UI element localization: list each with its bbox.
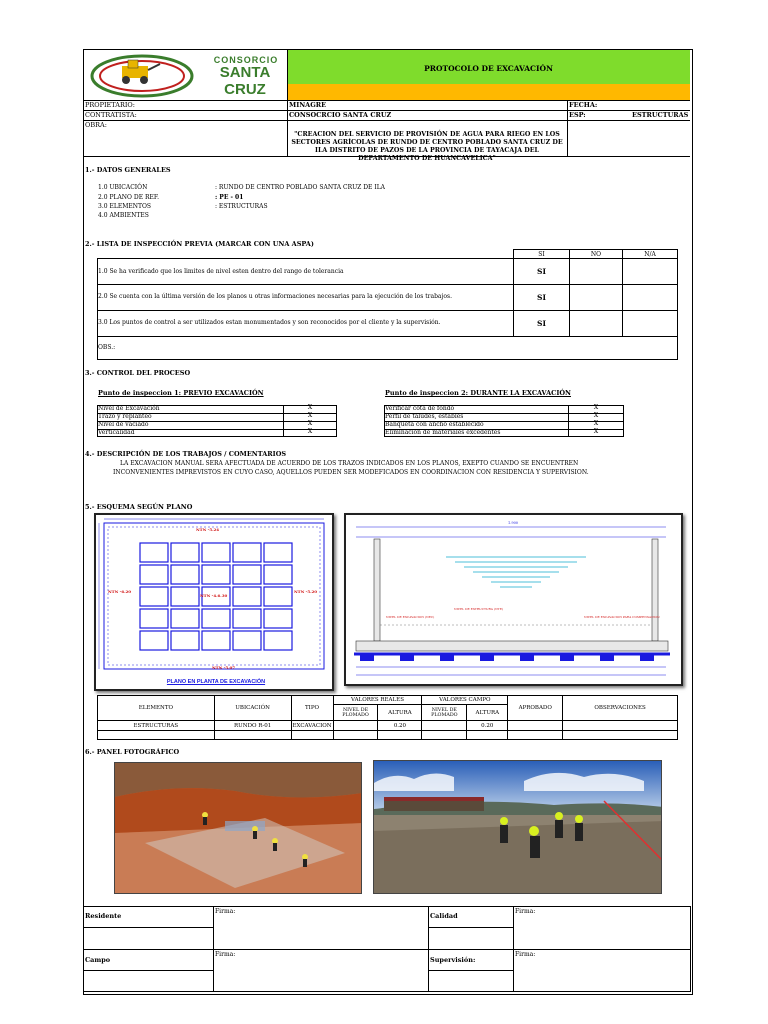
- p1-item-3-mark[interactable]: X: [307, 420, 313, 427]
- th-elemento: ELEMENTO: [98, 696, 215, 721]
- s1-row-4-label: 4.0 AMBIENTES: [98, 212, 149, 219]
- col-no-label: NO: [590, 251, 602, 258]
- s1-row-3-label: 3.0 ELEMENTOS: [98, 203, 151, 210]
- plan-cell: [264, 565, 292, 584]
- logo-top-text: CONSORCIO: [213, 55, 279, 65]
- section-1-title: 1.- DATOS GENERALES: [85, 166, 171, 174]
- s1-row-2-label: 2.0 PLANO DE REF.: [98, 194, 160, 201]
- section-label-c: NIVEL DE EXCAVACION PARA COMPENSACION: [584, 615, 660, 619]
- info-vrule-1: [287, 100, 288, 156]
- excavation-plan-drawing: [94, 513, 334, 691]
- photo-2-svg: [374, 761, 662, 894]
- section-label-top: 1.900: [508, 521, 519, 525]
- col-na-label: N/A: [644, 251, 656, 258]
- esp-label: ESP:: [569, 111, 586, 119]
- th-aprobado: APROBADO: [508, 696, 563, 721]
- inspection-item-2: 2.0 Se cuenta con la última versión de los planos u otras informaciones necesarias para la ejecución de los trabajos.: [98, 293, 452, 300]
- p2-item-3-mark[interactable]: X: [593, 420, 599, 427]
- info-vrule-2: [567, 100, 568, 156]
- section-6-title: 6.- PANEL FOTOGRÁFICO: [85, 748, 180, 756]
- plan-cell: [233, 587, 261, 606]
- insp-rule-3: [97, 336, 678, 337]
- p1-item-2-mark[interactable]: X: [307, 412, 313, 419]
- photo-excavation-site: [114, 762, 362, 894]
- s1-row-2-value: : PE - 01: [215, 194, 244, 201]
- plan-cell: [264, 587, 292, 606]
- plan-caption: PLANO EN PLANTA DE EXCAVACIÓN: [166, 679, 266, 685]
- footing-block: [400, 653, 414, 661]
- footing-block: [360, 653, 374, 661]
- insp-vrule-3: [622, 258, 623, 336]
- cell-tipo: EXCAVACION: [292, 722, 332, 729]
- propietario-value: MINAGRE: [289, 101, 327, 109]
- sig-rule-3: [83, 949, 691, 950]
- campo-firma-field[interactable]: Firma:: [215, 951, 236, 958]
- insp-rule-2: [97, 310, 678, 311]
- plan-cell: [171, 543, 199, 562]
- inspection-item-1: 1.0 Se ha verificado que los limites de nivel esten dentro del rango de tolerancia: [98, 268, 344, 275]
- plan-cell: [140, 631, 168, 650]
- section-label-b: NIVEL DE EXCAVACION (NEC): [386, 615, 435, 619]
- p1-item-1-mark[interactable]: X: [307, 404, 313, 411]
- th-observaciones: OBSERVACIONES: [563, 696, 678, 721]
- p1-item-4: Verticalidad: [98, 429, 135, 436]
- photo-workers-excavating: [373, 760, 662, 894]
- calidad-label: Calidad: [430, 912, 458, 920]
- calidad-firma-field[interactable]: Firma:: [515, 908, 536, 915]
- sig-rule-2: [428, 927, 513, 928]
- p2-item-2: Perfil de taludes, estables: [385, 413, 464, 420]
- p2-item-4-mark[interactable]: X: [593, 428, 599, 435]
- contratista-label: CONTRATISTA:: [85, 111, 137, 119]
- description-line-2: INCONVENIENTES IMPREVISTOS EN CUYO CASO, AQUELLOS PUEDEN SER MODEFICADOS EN COORDINACION CON RESIDENCIA Y SUPERVISION.: [113, 469, 589, 476]
- obs-label: OBS.:: [98, 344, 116, 351]
- th-ubicacion: UBICACIÓN: [214, 696, 291, 721]
- header-orange-band: [287, 84, 690, 100]
- plan-cell: [202, 609, 230, 628]
- table-row-empty: [98, 731, 678, 740]
- footing-block: [640, 653, 654, 661]
- s1-row-1-label: 1.0 UBICACIÓN: [98, 184, 148, 191]
- col-si-label: SI: [538, 251, 545, 258]
- section-2-title: 2.- LISTA DE INSPECCIÓN PREVIA (MARCAR CON UNA ASPA): [85, 240, 314, 248]
- inspection-item-3: 3.0 Los puntos de control a ser utilizados estan monumentados y son reconocidos por el cliente y la supervisión.: [98, 319, 441, 326]
- plan-cell: [233, 631, 261, 650]
- p2-item-1: Verificar cota de fondo: [385, 405, 455, 412]
- cell-altura-campo: 0.20: [467, 721, 508, 731]
- footing-block: [560, 653, 574, 661]
- info-rule-3: [84, 120, 690, 121]
- plan-cell: [140, 543, 168, 562]
- table-row: [98, 721, 678, 731]
- footing-block: [440, 653, 454, 661]
- sig-rule-4: [83, 970, 213, 971]
- plan-label-right: NTN -5.20: [294, 589, 318, 594]
- residente-firma-field[interactable]: Firma:: [215, 908, 236, 915]
- inspection-item-2-si[interactable]: SI: [537, 293, 546, 302]
- obra-label: OBRA:: [85, 121, 107, 129]
- plan-cell: [233, 543, 261, 562]
- cell-nivel-campo: [422, 721, 467, 731]
- plan-svg: [96, 515, 332, 689]
- footing-block: [600, 653, 614, 661]
- inspection-point-1-title: Punto de inspeccion 1: PREVIO EXCAVACIÓN: [98, 389, 264, 397]
- cell-aprobado: [508, 721, 563, 731]
- cell-elemento: ESTRUCTURAS: [98, 721, 215, 731]
- contratista-value: CONSOCRCIO SANTA CRUZ: [289, 111, 392, 119]
- page-title: PROTOCOLO DE EXCAVACIÓN: [424, 64, 553, 73]
- plan-cell: [202, 565, 230, 584]
- plan-cell: [171, 631, 199, 650]
- s1-row-1-value: : RUNDO DE CENTRO POBLADO SANTA CRUZ DE ILA: [215, 184, 386, 191]
- values-table: [97, 695, 678, 740]
- section-5-title: 5.- ESQUEMA SEGÚN PLANO: [85, 503, 193, 511]
- plan-label-bottom: NTN -5.07: [212, 665, 236, 670]
- plan-cell: [140, 609, 168, 628]
- plan-cell: [264, 631, 292, 650]
- s1-row-3-value: : ESTRUCTURAS: [215, 203, 268, 210]
- plan-cell: [233, 565, 261, 584]
- excavation-section-drawing: [344, 513, 683, 686]
- section-label-a: NIVEL DE ESTRUCTURA (NTE): [454, 607, 504, 611]
- section-svg: [346, 515, 681, 684]
- plan-cell: [202, 543, 230, 562]
- th-altura-campo: ALTURA: [467, 705, 508, 721]
- section-3-title: 3.- CONTROL DEL PROCESO: [85, 369, 191, 377]
- sig-rule-5: [428, 970, 513, 971]
- th-altura-real: ALTURA: [378, 705, 422, 721]
- cell-ubicacion: RUNDO R-01: [214, 721, 291, 731]
- header-logo-area: [84, 50, 287, 100]
- plan-cell: [264, 543, 292, 562]
- plan-cell: [171, 587, 199, 606]
- p2-item-3: Banqueta con ancho establecido: [385, 421, 484, 428]
- sig-rule-1: [83, 927, 213, 928]
- propietario-label: PROPIETARIO:: [85, 101, 135, 109]
- plan-cell: [171, 609, 199, 628]
- inspection-item-1-si[interactable]: SI: [537, 267, 546, 276]
- th-valores-campo: VALORES CAMPO: [422, 696, 508, 705]
- footing-block: [480, 653, 494, 661]
- obra-value: "CREACION DEL SERVICIO DE PROVISIÓN DE AGUA PARA RIEGO EN LOS SECTORES AGRÍCOLAS DE RUNDO DE CENTRO POBLADO SANTA CRUZ DE ILA DISTRITO DE PAZOS DE LA PROVINCIA DE TAYACAJA DEL DEPARTAMENTO DE HUANCAVELICA": [291, 131, 563, 162]
- insp-rule-1: [97, 284, 678, 285]
- th-valores-reales: VALORES REALES: [333, 696, 422, 705]
- cell-observaciones: [563, 721, 678, 731]
- cell-altura-real: 0.20: [378, 721, 422, 731]
- plan-label-left: NTN -6.20: [108, 589, 132, 594]
- cell-nivel-real: [333, 721, 378, 731]
- logo-main-text: SANTA CRUZ: [219, 64, 271, 98]
- plan-cell: [202, 631, 230, 650]
- plan-cell: [140, 587, 168, 606]
- description-line-1: LA EXCAVACION MANUAL SERA AFECTUADA DE ACUERDO DE LOS TRAZOS INDICADOS EN LOS PLANOS, EXEPTO CUANDO SE ENCUENTREN: [120, 460, 579, 467]
- photo-1-svg: [115, 763, 362, 894]
- info-rule-1: [84, 100, 690, 101]
- plan-label-center: NTN -4.6.30: [200, 593, 228, 598]
- th-nivel-real: NIVEL DE PLOMADO: [333, 705, 378, 721]
- residente-label: Residente: [85, 912, 122, 920]
- p1-item-2: Trazo y replanteo: [98, 413, 152, 420]
- section-4-title: 4.- DESCRIPCIÓN DE LOS TRABAJOS / COMENTARIOS: [85, 450, 287, 458]
- plan-label-top: NTN -5.24: [196, 527, 220, 532]
- supervision-firma-field[interactable]: Firma:: [515, 951, 536, 958]
- th-tipo: TIPO: [291, 696, 333, 721]
- p1-item-4-mark[interactable]: X: [307, 428, 313, 435]
- th-nivel-campo: NIVEL DE PLOMADO: [422, 705, 467, 721]
- plan-cell: [171, 565, 199, 584]
- inspection-point-2-title: Punto de inspeccion 2: DURANTE LA EXCAVACIÓN: [385, 389, 571, 397]
- plan-cell: [140, 565, 168, 584]
- p1-item-3: Nivel de vaciado: [98, 421, 149, 428]
- footing-block: [520, 653, 534, 661]
- supervision-label: Supervisión:: [430, 956, 476, 964]
- p2-item-4: Eliminacion de materiales excedentes: [385, 429, 501, 436]
- esp-value: ESTRUCTURAS: [632, 111, 689, 119]
- inspection-item-3-si[interactable]: SI: [537, 319, 546, 328]
- p2-item-1-mark[interactable]: X: [593, 404, 599, 411]
- plan-cell: [233, 609, 261, 628]
- p1-item-1: Nivel de Excavación: [98, 405, 160, 412]
- campo-label: Campo: [85, 956, 111, 964]
- fecha-label: FECHA:: [569, 101, 598, 109]
- p2-item-2-mark[interactable]: X: [593, 412, 599, 419]
- plan-cell: [264, 609, 292, 628]
